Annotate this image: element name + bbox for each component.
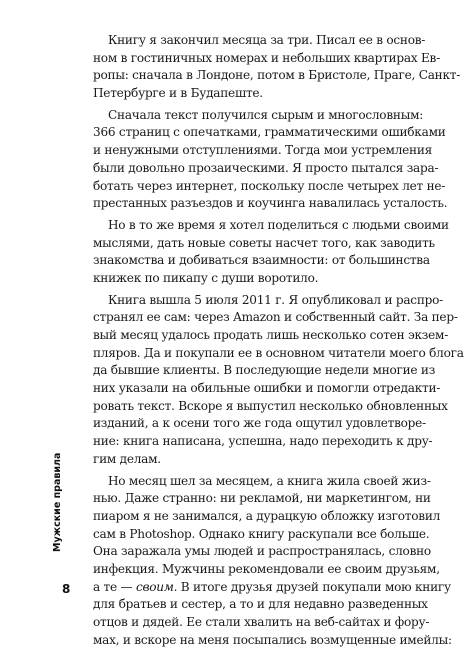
text-line: сам в Photoshop. Однако книгу раскупали все больше. <box>93 526 401 544</box>
text-line: инфекция. Мужчины рекомендовали ее своим друзьям, <box>93 561 401 579</box>
paragraph-5 <box>93 473 401 649</box>
text-line: ние: книга написана, успешна, надо переходить к дру- <box>93 433 401 451</box>
page-number: 8 <box>62 582 70 596</box>
paragraph-2 <box>93 107 401 213</box>
text-line: Она заражала умы людей и распространялась, словно <box>93 543 401 561</box>
text-line: мах, и вскоре на меня посыпались возмущенные имейлы: <box>93 632 401 649</box>
paragraph-3 <box>93 217 401 288</box>
text-line: ропы: сначала в Лондоне, потом в Бристоле, Праге, Санкт- <box>93 67 401 85</box>
text-line: Книга вышла 5 июля 2011 г. Я опубликовал и распро- <box>93 292 401 310</box>
text-line: для братьев и сестер, а то и для недавно разведенных <box>93 596 401 614</box>
text-line: были довольно прозаическими. Я просто пытался зара- <box>93 160 401 178</box>
text-line: ботать через интернет, поскольку после четырех лет не- <box>93 178 401 196</box>
text-line: пляров. Да и покупали ее в основном читатели моего блога <box>93 345 401 363</box>
text-line: Сначала текст получился сырым и многословным: <box>93 107 401 125</box>
text-line: ном в гостиничных номерах и небольших квартирах Ев- <box>93 50 401 68</box>
text-line: 366 страниц с опечатками, грамматическими ошибками <box>93 124 401 142</box>
text-line: престанных разъездов и коучинга навалилась усталость. <box>93 195 401 213</box>
text-line: нью. Даже странно: ни рекламой, ни маркетингом, ни <box>93 490 401 508</box>
text-line: гим делам. <box>93 451 401 469</box>
text-line: и ненужными отступлениями. Тогда мои устремления <box>93 142 401 160</box>
text-line: них указали на обильные ошибки и помогли отредакти- <box>93 380 401 398</box>
emphasis-text: своим <box>136 580 174 594</box>
text-line: Но месяц шел за месяцем, а книга жила своей жиз- <box>93 473 401 491</box>
text-line: пиаром я не занимался, а дурацкую обложку изготовил <box>93 508 401 526</box>
text-line: вый месяц удалось продать лишь несколько сотен экзем- <box>93 327 401 345</box>
paragraph-1 <box>93 32 401 103</box>
text-line: изданий, а к осени того же года ощутил удовлетворе- <box>93 415 401 433</box>
text-line: Петербурге и в Будапеште. <box>93 85 401 103</box>
text-line: Книгу я закончил месяца за три. Писал ее в основ- <box>93 32 401 50</box>
paragraph-4 <box>93 292 401 469</box>
text-line: отцов и дядей. Ее стали хвалить на веб-сайтах и фору- <box>93 614 401 632</box>
text-line: странял ее сам: через Amazon и собственный сайт. За пер- <box>93 309 401 327</box>
text-line: ровать текст. Вскоре я выпустил несколько обновленных <box>93 398 401 416</box>
body-text <box>93 32 401 649</box>
running-title: Мужские правила <box>52 442 66 552</box>
text-line: Но в то же время я хотел поделиться с людьми своими <box>93 217 401 235</box>
text-line: да бывшие клиенты. В последующие недели многие из <box>93 362 401 380</box>
text-line: а те — своим. В итоге друзья друзей покупали мою книгу <box>93 579 401 597</box>
text-line: книжек по пикапу с души воротило. <box>93 270 401 288</box>
text-line: мыслями, дать новые советы насчет того, как заводить <box>93 235 401 253</box>
text-line: знакомства и добиваться взаимности: от большинства <box>93 252 401 270</box>
